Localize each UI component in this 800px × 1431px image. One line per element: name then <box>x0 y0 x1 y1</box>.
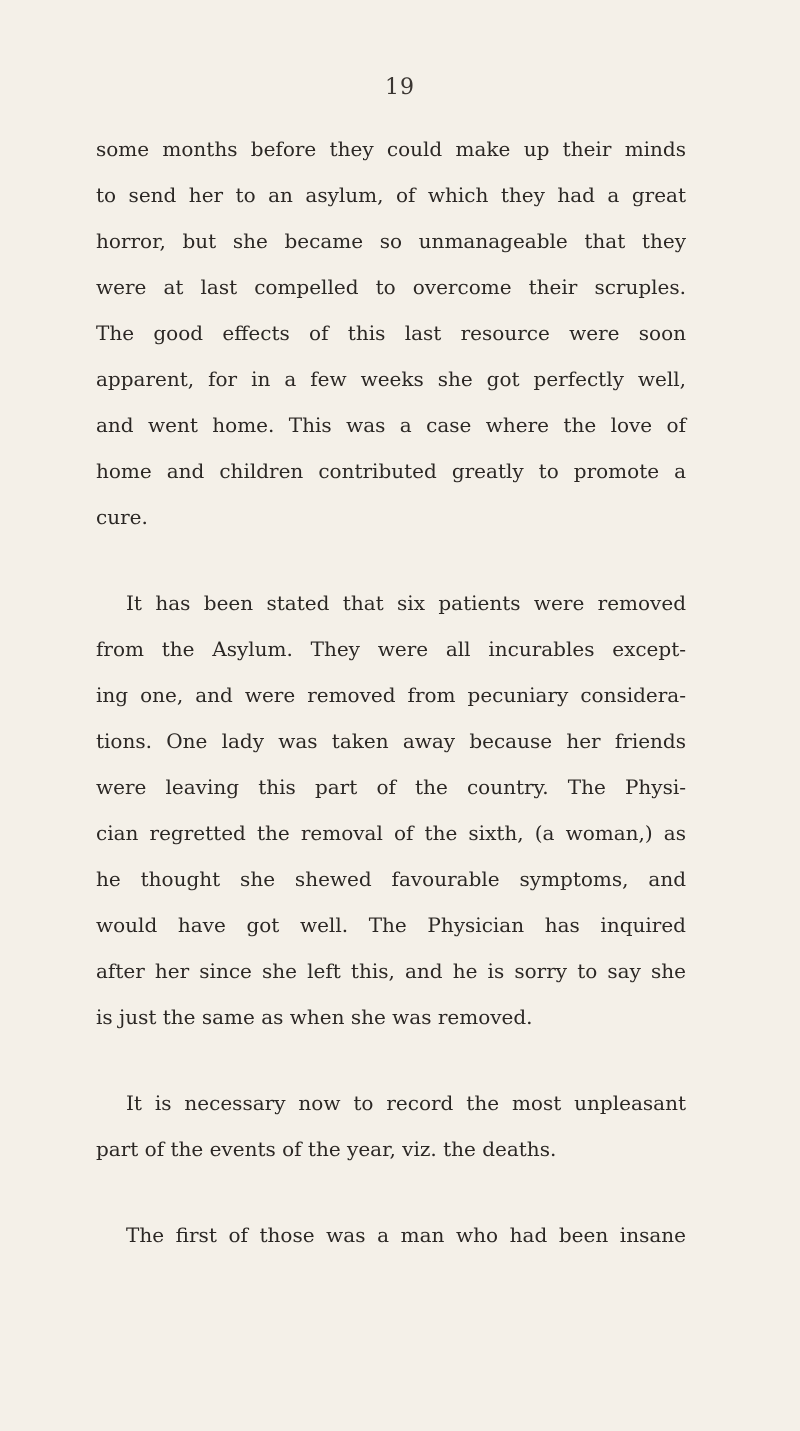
text-line: cure. <box>96 505 148 529</box>
body-text <box>96 126 686 1258</box>
text-line: It has been stated that six patients were removed <box>126 591 686 615</box>
page-number: 19 <box>385 75 415 100</box>
text-line: were leaving this part of the country. The Physi- <box>96 775 686 799</box>
text-line: he thought she shewed favourable symptoms, and <box>96 867 686 891</box>
text-line: tions. One lady was taken away because her friends <box>96 729 686 753</box>
text-line: The first of those was a man who had been insane <box>126 1223 686 1247</box>
text-line: would have got well. The Physician has inquired <box>96 913 686 937</box>
text-line: after her since she left this, and he is sorry to say she <box>96 959 686 983</box>
text-line: and went home. This was a case where the love of <box>96 413 686 437</box>
text-line: part of the events of the year, viz. the deaths. <box>96 1137 557 1161</box>
text-line: from the Asylum. They were all incurables except- <box>96 637 686 661</box>
paragraph <box>96 1212 686 1258</box>
text-line: some months before they could make up their minds <box>96 137 686 161</box>
text-line: ing one, and were removed from pecuniary considera- <box>96 683 686 707</box>
text-line: The good effects of this last resource were soon <box>96 321 686 345</box>
text-line: horror, but she became so unmanageable that they <box>96 229 686 253</box>
text-line: is just the same as when she was removed. <box>96 1005 533 1029</box>
text-line: to send her to an asylum, of which they had a great <box>96 183 686 207</box>
text-line: apparent, for in a few weeks she got perfectly well, <box>96 367 686 391</box>
paragraph <box>96 126 686 540</box>
paragraph <box>96 580 686 1040</box>
text-line: were at last compelled to overcome their scruples. <box>96 275 686 299</box>
text-line: cian regretted the removal of the sixth, (a woman,) as <box>96 821 686 845</box>
paragraph <box>96 1080 686 1172</box>
text-line: It is necessary now to record the most unpleasant <box>126 1091 686 1115</box>
text-line: home and children contributed greatly to promote a <box>96 459 686 483</box>
